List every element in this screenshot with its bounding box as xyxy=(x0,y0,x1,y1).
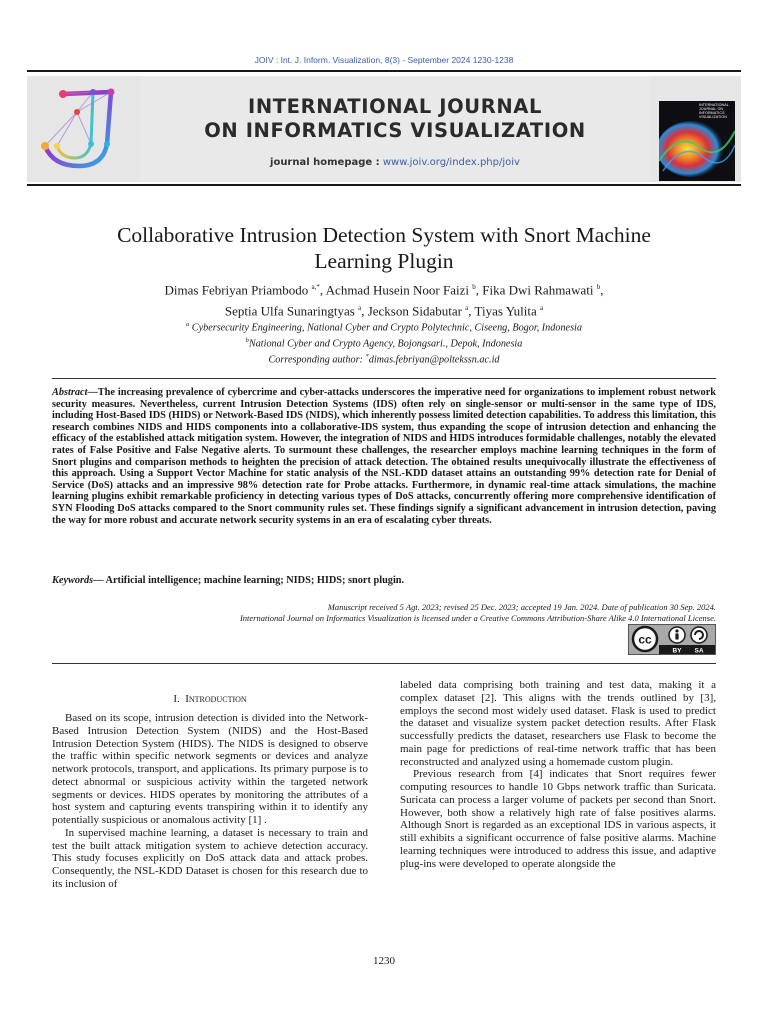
manuscript-dates: Manuscript received 5 Agt. 2023; revised 25 Dec. 2023; accepted 19 Jan. 2024. Date of publication 30 Sep. 2024. xyxy=(327,602,716,612)
abstract-label: Abstract xyxy=(52,387,88,398)
body-paragraph: Based on its scope, intrusion detection is divided into the Network-Based Intrusion Detection System (NIDS) and the Host-Based Intrusion Detection System (HIDS). The NIDS is designed to observe the traffic within specific network segments or devices and analyze network protocols, transport, and applications. Its primary purpose is to detect abnormal or suspicious activity within the targeted network segments or devices. HIDS operates by monitoring the attributes of a host system and capturing events transpiring within it to identify any potentially suspicious or anomalous activity [1] . xyxy=(52,712,368,826)
author-affil-mark: a xyxy=(465,304,469,313)
cc-sa-label: SA xyxy=(694,647,704,654)
author-name: Jeckson Sidabutar xyxy=(367,303,462,319)
author-line-2: Septia Ulfa Sunaringtyas $^a$, Jeckson Sidabutar $^a$, Tiyas Yulita $^a$ xyxy=(224,303,544,319)
affiliation-b: $^b$National Cyber and Crypto Agency, Bojongsari., Depok, Indonesia xyxy=(245,336,523,350)
cc-by-sa-icon xyxy=(629,625,715,654)
corresponding-author: Corresponding author: *dimas.febriyan@poltekssn.ac.id xyxy=(268,352,500,366)
author-affil-mark: b xyxy=(472,283,476,291)
left-column xyxy=(52,712,368,891)
manuscript-info xyxy=(52,602,716,623)
author-name: Achmad Husein Noor Faizi xyxy=(325,282,469,298)
section-number: I. xyxy=(173,693,180,705)
author-name: Fika Dwi Rahmawati xyxy=(482,282,594,298)
homepage-link[interactable]: www.joiv.org/index.php/joiv xyxy=(382,157,520,168)
cc-license-badge[interactable] xyxy=(628,624,716,655)
cc-by-label: BY xyxy=(672,647,682,654)
right-column xyxy=(400,679,716,870)
journal-title xyxy=(140,95,650,143)
body-paragraph: labeled data comprising both training and test data, making it a complex dataset [2]. This aligns with the trends outlined by [3], employs the second most widely used dataset. Flask is used to predict the dataset and visualize system packet detection results. After Flask successfully predicts the dataset, researchers use Flask to become the main page for predictions of real-time network traffic that has been reconstructed and analyzed using a homemade custom plugin. xyxy=(400,679,716,768)
author-name: Septia Ulfa Sunaringtyas xyxy=(224,303,355,319)
cover-title: INTERNATIONAL JOURNAL ON INFORMATICS VISUALIZATION xyxy=(699,103,729,119)
abstract-top-rule xyxy=(52,378,716,379)
corresponding-email[interactable]: dimas.febriyan@poltekssn.ac.id xyxy=(368,354,500,366)
joiv-logo-icon xyxy=(33,82,123,174)
journal-title-line2: ON INFORMATICS VISUALIZATION xyxy=(204,119,586,142)
svg-text:cc: cc xyxy=(638,632,652,647)
author-list xyxy=(60,278,708,321)
keywords-text: — Artificial intelligence; machine learning; NIDS; HIDS; snort plugin. xyxy=(93,575,405,586)
abstract xyxy=(52,387,716,526)
author-line-1: Dimas Febriyan Priambodo $^{a,*}$, Achmad Husein Noor Faizi $^b$, Fika Dwi Rahmawati $^b$, xyxy=(164,282,604,298)
section-heading xyxy=(52,693,368,705)
page-number: 1230 xyxy=(373,955,395,967)
header-top-rule xyxy=(27,70,741,72)
keywords-label: Keywords xyxy=(52,575,94,586)
body-paragraph: In supervised machine learning, a dataset is necessary to train and test the built attack mitigation system to achieve detection accuracy. This study focuses explicitly on DoS attack data and attack probes. Consequently, the NSL-KDD Dataset is chosen for this research due to its inclusion of xyxy=(52,826,368,890)
journal-homepage xyxy=(140,157,650,168)
section-title: Introduction xyxy=(185,693,247,705)
journal-cover-thumbnail xyxy=(659,101,735,181)
affiliation-a: $^a$ Cybersecurity Engineering, National Cyber and Crypto Polytechnic, Ciseeng, Bogor, Indonesia xyxy=(186,321,582,334)
author-name: Tiyas Yulita xyxy=(474,303,537,319)
header-bottom-rule xyxy=(27,184,741,186)
homepage-label: journal homepage : xyxy=(270,157,380,168)
journal-title-line1: INTERNATIONAL JOURNAL xyxy=(248,95,542,118)
license-statement: International Journal on Informatics Visualization is licensed under a Creative Commons Attribution-Share Alike 4.0 International License. xyxy=(239,612,716,623)
author-name: Dimas Febriyan Priambodo xyxy=(164,282,309,298)
body-paragraph: Previous research from [4] indicates that Snort requires fewer computing resources to handle 10 Gbps network traffic than Suricata. Suricata can process a larger volume of packets per second than Snort. However, both show a relatively high rate of false positives alarms. Although Snort is regarded as an exceptional IDS in various aspects, it still exhibits a significant occurrence of false positive alarms. Machine learning techniques were introduced to address this issue, and adaptive plug-ins were developed to operate alongside the xyxy=(400,768,716,870)
paper-title-line2: Learning Plugin xyxy=(314,249,454,273)
journal-logo xyxy=(33,82,123,174)
abstract-bottom-rule xyxy=(52,663,716,664)
affiliations xyxy=(60,319,708,367)
keywords xyxy=(52,575,716,586)
paper-title xyxy=(60,222,708,274)
author-affil-mark: b xyxy=(596,283,601,291)
author-affil-mark: a xyxy=(540,304,544,313)
paper-title-line1: Collaborative Intrusion Detection System with Snort Machine xyxy=(117,223,651,247)
author-affil-mark: a,* xyxy=(311,283,320,291)
author-affil-mark: a xyxy=(358,304,362,313)
abstract-text: —The increasing prevalence of cybercrime and cyber-attacks underscores the imperative need for organizations to implement robust network security measures. Nevertheless, current Intrusion Detection Systems (IDS) often rely on single-sensor or multi-sensor in the same type of IDS, including Host-Based IDS (HIDS) or Network-Based IDS (NIDS), which inherently possess limited detection capabilities. To address this limitation, this research combines NIDS and HIDS components into a collaborative-IDS system, thus expanding the scope of intrusion detection and enhancing the efficacy of the established attack mitigation system. However, the integration of NIDS and HIDS introduces formidable challenges, notably the elevated rates of False Positive and False Negative alerts. To surmount these challenges, the researcher employs machine learning techniques in the form of Snort plugins and comparison methods to heighten the precision of attack detection. The obtained results unequivocally illustrate the effectiveness of this approach. Using a Support Vector Machine for static analysis of the NSL-KDD dataset attains an outstanding 99% detection rate for Denial of Service (DoS) attacks and an impressive 98% detection rate for Probe attacks. Furthermore, in dynamic real-time attack simulations, the machine learning plugins exhibit remarkable proficiency in detecting various types of DoS attacks, concurrently offering more comprehensive identification of SYN Flooding DoS attacks compared to the Snort community rules set. These findings signify a significant advancement in intrusion detection, paving the way for more robust and accurate network security systems in an era of escalating cyber threats. xyxy=(52,387,716,526)
running-head: JOIV : Int. J. Inform. Visualization, 8(3) - September 2024 1230-1238 xyxy=(254,55,514,65)
